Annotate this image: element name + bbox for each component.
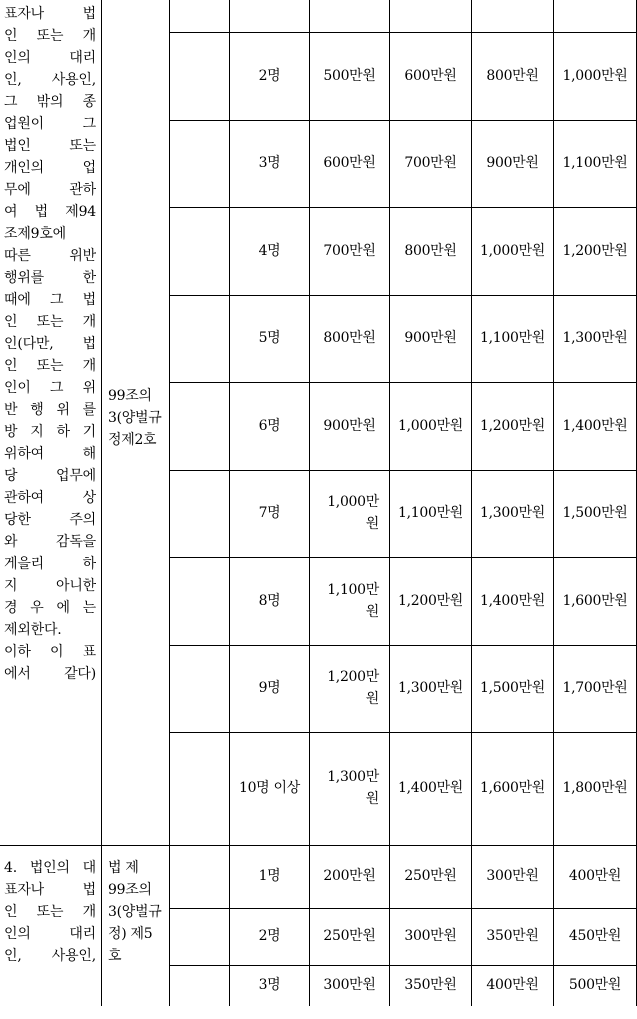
- fine-amount-cell: 1,500만원: [562, 505, 628, 522]
- law-ref-line: 3(양벌규: [108, 904, 162, 920]
- fine-amount-cell: 1,500만원: [479, 680, 546, 697]
- fine-amount-cell: 1,000만원: [327, 494, 379, 532]
- description-line: 법인 또는: [4, 138, 96, 154]
- grid-vline: [169, 0, 170, 1006]
- fine-amount-cell: 400만원: [486, 977, 539, 994]
- description-line: 인 또는 개: [4, 28, 96, 44]
- people-count-cell: 1명: [258, 868, 281, 885]
- law-reference-2: [108, 857, 168, 967]
- people-count-cell: 2명: [258, 67, 281, 84]
- people-count-cell: 6명: [258, 417, 281, 434]
- people-count-cell: 9명: [258, 680, 281, 697]
- description-line: 인, 사용인,: [4, 948, 96, 964]
- description-line: 경 우 에 는: [4, 600, 96, 616]
- fine-amount-cell: 1,000만원: [397, 417, 464, 434]
- description-line: 표자나 법: [4, 882, 96, 898]
- description-line: 따른 위반: [4, 248, 96, 264]
- fine-amount-cell: 1,400만원: [479, 592, 546, 609]
- fine-amount-cell: 1,100만원: [479, 330, 546, 347]
- law-ref-line: 정) 제5: [108, 926, 153, 942]
- description-line: 인(다만, 법: [4, 336, 96, 352]
- description-line: 때에 그 법: [4, 292, 96, 308]
- law-ref-line: 99조의: [108, 388, 152, 404]
- fine-amount-cell: 1,200만원: [397, 592, 464, 609]
- fine-amount-cell: 1,700만원: [562, 680, 628, 697]
- people-count-cell: 8명: [258, 592, 281, 609]
- law-ref-line: 정제2호: [108, 432, 157, 448]
- description-line: 당한 주의: [4, 512, 96, 528]
- grid-vline: [101, 0, 102, 1006]
- description-line: 인 또는 개: [4, 358, 96, 374]
- people-count-cell: 3명: [258, 155, 281, 172]
- fine-amount-cell: 1,200만원: [562, 242, 628, 259]
- description-line: 인의 대리: [4, 50, 96, 66]
- people-count-cell: 2명: [258, 928, 281, 945]
- description-line: 위하여 해: [4, 446, 96, 462]
- fine-amount-cell: 800만원: [486, 67, 539, 84]
- description-line: 관하여 상: [4, 490, 96, 506]
- law-ref-line: 호: [108, 948, 122, 964]
- fine-amount-cell: 250만원: [323, 928, 376, 945]
- fine-amount-cell: 800만원: [323, 330, 376, 347]
- description-line: 방 지 하 기: [4, 424, 96, 440]
- fine-amount-cell: 800만원: [404, 242, 457, 259]
- fine-amount-cell: 1,100만원: [397, 505, 464, 522]
- fine-amount-cell: 1,100만원: [562, 155, 628, 172]
- violation-description-2: [4, 857, 96, 967]
- description-line: 인이 그 위: [4, 380, 96, 396]
- description-line: 개인의 업: [4, 160, 96, 176]
- people-count-cell: 10명 이상: [238, 780, 301, 797]
- description-line: 인 또는 개: [4, 904, 96, 920]
- fine-amount-cell: 1,000만원: [562, 67, 628, 84]
- fine-amount-cell: 1,300만원: [479, 505, 546, 522]
- fine-amount-cell: 1,100만원: [327, 581, 379, 620]
- violation-description-1: [4, 3, 96, 685]
- description-line: 행위를 한: [4, 270, 96, 286]
- fine-amount-cell: 1,300만원: [327, 769, 379, 807]
- description-line: 4. 법인의 대: [4, 860, 96, 876]
- fine-amount-cell: 350만원: [404, 977, 457, 994]
- fine-amount-cell: 350만원: [486, 928, 539, 945]
- people-count-cell: 7명: [258, 505, 281, 522]
- fine-amount-cell: 1,600만원: [479, 780, 546, 797]
- fine-amount-cell: 900만원: [486, 155, 539, 172]
- fine-amount-cell: 1,400만원: [562, 417, 628, 434]
- fine-amount-cell: 1,300만원: [397, 680, 464, 697]
- description-line: 조제9호에: [4, 226, 67, 242]
- fine-amount-cell: 500만원: [568, 977, 622, 994]
- description-line: 무에 관하: [4, 182, 96, 198]
- fine-amount-cell: 400만원: [568, 868, 622, 885]
- fine-amount-cell: 450만원: [568, 928, 622, 945]
- fine-amount-cell: 700만원: [404, 155, 457, 172]
- fine-amount-cell: 1,200만원: [479, 417, 546, 434]
- description-line: 당 업무에: [4, 468, 96, 484]
- description-line: 와 감독을: [4, 534, 96, 550]
- fine-amount-cell: 700만원: [323, 242, 376, 259]
- fine-amount-cell: 500만원: [323, 67, 376, 84]
- fine-amount-cell: 1,400만원: [397, 780, 464, 797]
- description-line: 이하 이 표: [4, 644, 96, 660]
- fine-amount-cell: 300만원: [486, 868, 539, 885]
- description-line: 표자나 법: [4, 6, 96, 22]
- law-ref-line: 99조의: [108, 882, 152, 898]
- fine-amount-cell: 300만원: [323, 977, 376, 994]
- description-line: 제외한다.: [4, 622, 62, 638]
- fine-amount-cell: 1,800만원: [562, 780, 628, 797]
- people-count-cell: 4명: [258, 242, 281, 259]
- law-reference-1: [108, 385, 168, 451]
- description-line: 게을리 하: [4, 556, 96, 572]
- description-line: 반 행 위 를: [4, 402, 96, 418]
- people-count-cell: 3명: [258, 977, 281, 994]
- description-line: 에서 같다): [4, 666, 96, 682]
- fine-amount-cell: 600만원: [404, 67, 457, 84]
- description-line: 그 밖의 종: [4, 94, 96, 110]
- description-line: 인, 사용인,: [4, 72, 96, 88]
- fine-amount-cell: 1,600만원: [562, 592, 628, 609]
- description-line: 지 아니한: [4, 578, 96, 594]
- description-line: 인의 대리: [4, 926, 96, 942]
- fine-amount-cell: 300만원: [404, 928, 457, 945]
- fine-amount-cell: 1,300만원: [562, 330, 628, 347]
- people-count-cell: 5명: [258, 330, 281, 347]
- fine-amount-cell: 250만원: [404, 868, 457, 885]
- fine-amount-cell: 900만원: [323, 417, 376, 434]
- description-line: 여 법 제94: [4, 204, 96, 220]
- fine-amount-cell: 1,200만원: [327, 669, 379, 707]
- law-ref-line: 법 제: [108, 860, 139, 876]
- law-ref-line: 3(양벌규: [108, 410, 162, 426]
- fine-amount-cell: 1,000만원: [479, 242, 546, 259]
- description-line: 인 또는 개: [4, 314, 96, 330]
- fine-amount-cell: 200만원: [323, 868, 376, 885]
- fine-amount-cell: 900만원: [404, 330, 457, 347]
- fine-amount-cell: 600만원: [323, 155, 376, 172]
- description-line: 업원이 그: [4, 116, 96, 132]
